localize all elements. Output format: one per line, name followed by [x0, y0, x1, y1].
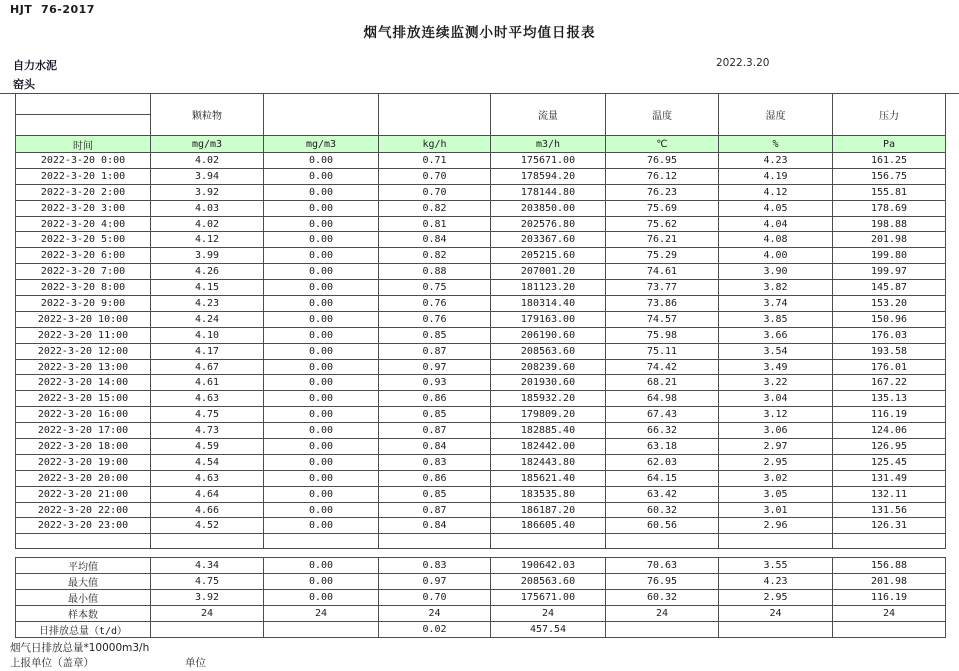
value-cell: 3.49 [719, 359, 833, 375]
row-label-cell: 2022-3-20 2:00 [16, 184, 151, 200]
value-cell: 4.19 [719, 168, 833, 184]
value-cell: 0.85 [379, 486, 491, 502]
value-cell: 76.12 [606, 168, 719, 184]
row-label-cell: 最小值 [16, 590, 151, 606]
value-cell: 0.00 [264, 423, 379, 439]
value-cell: 0.00 [264, 280, 379, 296]
summary-row [16, 574, 946, 590]
value-cell: 4.61 [151, 375, 264, 391]
value-cell: 125.45 [833, 454, 946, 470]
value-cell: 74.42 [606, 359, 719, 375]
value-cell: 0.82 [379, 200, 491, 216]
value-cell: 4.10 [151, 327, 264, 343]
value-cell: 2.97 [719, 439, 833, 455]
value-cell: 4.23 [151, 296, 264, 312]
value-cell: 0.00 [264, 359, 379, 375]
value-cell: 185932.20 [491, 391, 606, 407]
time-header-lower-cell [16, 115, 151, 136]
row-label-cell: 2022-3-20 20:00 [16, 470, 151, 486]
value-cell: 0.00 [264, 375, 379, 391]
value-cell: 206190.60 [491, 327, 606, 343]
row-label-cell: 2022-3-20 15:00 [16, 391, 151, 407]
value-cell: 4.54 [151, 454, 264, 470]
value-cell: 4.66 [151, 502, 264, 518]
value-cell: 70.63 [606, 558, 719, 574]
row-label-cell: 2022-3-20 19:00 [16, 454, 151, 470]
value-cell: 24 [491, 606, 606, 622]
hour-row [16, 280, 946, 296]
value-cell: 198.88 [833, 216, 946, 232]
value-cell: 64.15 [606, 470, 719, 486]
value-cell: 4.00 [719, 248, 833, 264]
spacer-row [16, 534, 946, 549]
value-cell: 201930.60 [491, 375, 606, 391]
row-label-cell: 2022-3-20 23:00 [16, 518, 151, 534]
value-cell: 3.55 [719, 558, 833, 574]
value-cell: 64.98 [606, 391, 719, 407]
hour-row [16, 502, 946, 518]
value-cell: 205215.60 [491, 248, 606, 264]
row-label-cell: 2022-3-20 5:00 [16, 232, 151, 248]
value-cell: 75.69 [606, 200, 719, 216]
value-cell: 457.54 [491, 622, 606, 638]
value-cell: 0.00 [264, 590, 379, 606]
hour-row [16, 248, 946, 264]
value-cell: 0.86 [379, 470, 491, 486]
value-cell: 0.84 [379, 232, 491, 248]
row-label-cell: 2022-3-20 17:00 [16, 423, 151, 439]
hour-row [16, 486, 946, 502]
value-cell: 150.96 [833, 311, 946, 327]
row-label-cell: 2022-3-20 6:00 [16, 248, 151, 264]
time-column-header: 时间 [16, 136, 151, 153]
value-cell: 207001.20 [491, 264, 606, 280]
value-cell: 186187.20 [491, 502, 606, 518]
hour-row [16, 184, 946, 200]
value-cell: 0.00 [264, 200, 379, 216]
hour-row [16, 296, 946, 312]
blank-cell [264, 534, 379, 549]
value-cell: 3.01 [719, 502, 833, 518]
report-title: 烟气排放连续监测小时平均值日报表 [363, 25, 596, 41]
value-cell: 3.82 [719, 280, 833, 296]
unit-mg-m3-1: mg/m3 [151, 136, 264, 153]
value-cell: 0.70 [379, 590, 491, 606]
value-cell: 199.97 [833, 264, 946, 280]
row-label-cell: 2022-3-20 14:00 [16, 375, 151, 391]
value-cell: 3.04 [719, 391, 833, 407]
monitor-point: 窑头 [13, 78, 35, 91]
value-cell: 175671.00 [491, 590, 606, 606]
row-label-cell: 2022-3-20 9:00 [16, 296, 151, 312]
value-cell: 60.32 [606, 502, 719, 518]
summary-row [16, 558, 946, 574]
value-cell: 0.76 [379, 296, 491, 312]
hour-row [16, 407, 946, 423]
value-cell: 0.87 [379, 423, 491, 439]
value-cell: 180314.40 [491, 296, 606, 312]
value-cell: 182885.40 [491, 423, 606, 439]
value-cell: 4.15 [151, 280, 264, 296]
hour-row [16, 359, 946, 375]
unit-label: 单位 [185, 657, 206, 669]
hour-row [16, 327, 946, 343]
value-cell: 3.54 [719, 343, 833, 359]
value-cell: 4.05 [719, 200, 833, 216]
row-label-cell: 2022-3-20 4:00 [16, 216, 151, 232]
value-cell: 4.75 [151, 574, 264, 590]
unit-percent: % [719, 136, 833, 153]
value-cell: 186605.40 [491, 518, 606, 534]
value-cell: 178594.20 [491, 168, 606, 184]
unit-m3-h: m3/h [491, 136, 606, 153]
row-label-cell: 2022-3-20 22:00 [16, 502, 151, 518]
summary-row [16, 606, 946, 622]
value-cell: 208563.60 [491, 574, 606, 590]
value-cell: 3.66 [719, 327, 833, 343]
summary-table [15, 557, 946, 638]
hour-row [16, 470, 946, 486]
value-cell: 167.22 [833, 375, 946, 391]
value-cell: 3.05 [719, 486, 833, 502]
hour-row [16, 343, 946, 359]
value-cell: 75.62 [606, 216, 719, 232]
value-cell: 3.85 [719, 311, 833, 327]
value-cell: 0.87 [379, 343, 491, 359]
value-cell: 179809.20 [491, 407, 606, 423]
value-cell: 161.25 [833, 153, 946, 169]
value-cell: 0.83 [379, 454, 491, 470]
value-cell: 135.13 [833, 391, 946, 407]
value-cell: 0.00 [264, 153, 379, 169]
value-cell: 0.00 [264, 311, 379, 327]
value-cell: 68.21 [606, 375, 719, 391]
value-cell: 126.31 [833, 518, 946, 534]
value-cell: 0.82 [379, 248, 491, 264]
value-cell: 76.23 [606, 184, 719, 200]
value-cell: 4.75 [151, 407, 264, 423]
value-cell: 0.88 [379, 264, 491, 280]
col-group-temperature: 温度 [606, 94, 719, 136]
hour-row [16, 168, 946, 184]
value-cell: 0.84 [379, 439, 491, 455]
row-label-cell: 最大值 [16, 574, 151, 590]
value-cell: 4.12 [719, 184, 833, 200]
value-cell: 76.95 [606, 574, 719, 590]
hour-row [16, 391, 946, 407]
value-cell: 73.77 [606, 280, 719, 296]
value-cell [264, 622, 379, 638]
value-cell: 74.57 [606, 311, 719, 327]
value-cell: 60.32 [606, 590, 719, 606]
value-cell: 24 [719, 606, 833, 622]
daily-total-note: 烟气日排放总量*10000m3/h [10, 642, 150, 654]
value-cell: 4.02 [151, 216, 264, 232]
value-cell: 0.00 [264, 407, 379, 423]
value-cell: 24 [264, 606, 379, 622]
row-label-cell: 2022-3-20 13:00 [16, 359, 151, 375]
value-cell: 24 [606, 606, 719, 622]
value-cell [833, 622, 946, 638]
standard-code: HJT 76-2017 [10, 3, 95, 16]
value-cell: 4.24 [151, 311, 264, 327]
value-cell: 178144.80 [491, 184, 606, 200]
row-label-cell: 2022-3-20 21:00 [16, 486, 151, 502]
value-cell: 176.03 [833, 327, 946, 343]
value-cell: 0.93 [379, 375, 491, 391]
row-label-cell: 2022-3-20 16:00 [16, 407, 151, 423]
value-cell: 0.84 [379, 518, 491, 534]
group-header-row [16, 94, 946, 115]
unit-pa: Pa [833, 136, 946, 153]
value-cell: 0.85 [379, 407, 491, 423]
value-cell: 75.29 [606, 248, 719, 264]
value-cell: 0.00 [264, 296, 379, 312]
value-cell: 183535.80 [491, 486, 606, 502]
hour-row [16, 232, 946, 248]
blank-cell [491, 534, 606, 549]
blank-cell [151, 534, 264, 549]
value-cell: 0.87 [379, 502, 491, 518]
summary-row [16, 590, 946, 606]
reporting-unit-label: 上报单位（盖章） [10, 657, 94, 669]
col-group-particulate: 颗粒物 [151, 94, 264, 136]
value-cell: 0.02 [379, 622, 491, 638]
value-cell: 182442.00 [491, 439, 606, 455]
value-cell: 0.00 [264, 502, 379, 518]
value-cell: 156.88 [833, 558, 946, 574]
measurements-table [15, 93, 946, 549]
row-label-cell: 平均值 [16, 558, 151, 574]
value-cell: 67.43 [606, 407, 719, 423]
blank-cell [379, 534, 491, 549]
value-cell: 0.85 [379, 327, 491, 343]
unit-celsius: ℃ [606, 136, 719, 153]
value-cell: 3.02 [719, 470, 833, 486]
hour-row [16, 153, 946, 169]
value-cell: 63.42 [606, 486, 719, 502]
value-cell: 176.01 [833, 359, 946, 375]
value-cell: 3.06 [719, 423, 833, 439]
value-cell: 4.04 [719, 216, 833, 232]
value-cell: 208563.60 [491, 343, 606, 359]
value-cell: 0.00 [264, 327, 379, 343]
value-cell: 178.69 [833, 200, 946, 216]
value-cell: 202576.80 [491, 216, 606, 232]
value-cell: 3.92 [151, 184, 264, 200]
value-cell: 4.63 [151, 391, 264, 407]
value-cell: 145.87 [833, 280, 946, 296]
value-cell: 4.73 [151, 423, 264, 439]
value-cell: 2.95 [719, 590, 833, 606]
time-header-upper-cell [16, 94, 151, 115]
value-cell: 0.81 [379, 216, 491, 232]
blank-cell [719, 534, 833, 549]
value-cell: 3.22 [719, 375, 833, 391]
value-cell [719, 622, 833, 638]
value-cell: 132.11 [833, 486, 946, 502]
value-cell: 203850.00 [491, 200, 606, 216]
value-cell [151, 622, 264, 638]
unit-mg-m3-2: mg/m3 [264, 136, 379, 153]
report-date: 2022.3.20 [716, 57, 770, 69]
value-cell: 126.95 [833, 439, 946, 455]
value-cell: 24 [151, 606, 264, 622]
row-label-cell: 2022-3-20 1:00 [16, 168, 151, 184]
value-cell: 60.56 [606, 518, 719, 534]
value-cell: 0.00 [264, 216, 379, 232]
value-cell: 2.95 [719, 454, 833, 470]
row-label-cell: 2022-3-20 18:00 [16, 439, 151, 455]
value-cell: 179163.00 [491, 311, 606, 327]
value-cell: 199.80 [833, 248, 946, 264]
value-cell: 181123.20 [491, 280, 606, 296]
hour-row [16, 518, 946, 534]
col-group-pressure: 压力 [833, 94, 946, 136]
row-label-cell: 2022-3-20 0:00 [16, 153, 151, 169]
units-header-row [16, 136, 946, 153]
value-cell: 4.23 [719, 153, 833, 169]
value-cell: 0.00 [264, 168, 379, 184]
value-cell: 0.75 [379, 280, 491, 296]
value-cell: 116.19 [833, 590, 946, 606]
value-cell: 4.67 [151, 359, 264, 375]
value-cell: 0.00 [264, 470, 379, 486]
value-cell: 63.18 [606, 439, 719, 455]
value-cell: 62.03 [606, 454, 719, 470]
value-cell: 131.56 [833, 502, 946, 518]
row-label-cell: 2022-3-20 12:00 [16, 343, 151, 359]
value-cell: 155.81 [833, 184, 946, 200]
col-group-flow: 流量 [491, 94, 606, 136]
value-cell: 0.76 [379, 311, 491, 327]
value-cell: 73.86 [606, 296, 719, 312]
value-cell: 24 [833, 606, 946, 622]
value-cell: 76.21 [606, 232, 719, 248]
col-group-blank-1 [264, 94, 379, 136]
value-cell: 24 [379, 606, 491, 622]
hour-row [16, 439, 946, 455]
value-cell: 4.23 [719, 574, 833, 590]
value-cell: 0.00 [264, 454, 379, 470]
value-cell: 0.00 [264, 391, 379, 407]
value-cell: 0.00 [264, 574, 379, 590]
hour-row [16, 423, 946, 439]
col-group-humidity: 湿度 [719, 94, 833, 136]
value-cell: 4.03 [151, 200, 264, 216]
value-cell: 4.17 [151, 343, 264, 359]
value-cell: 3.12 [719, 407, 833, 423]
value-cell: 131.49 [833, 470, 946, 486]
value-cell: 153.20 [833, 296, 946, 312]
hour-row [16, 311, 946, 327]
value-cell: 3.92 [151, 590, 264, 606]
value-cell: 4.34 [151, 558, 264, 574]
hour-row [16, 454, 946, 470]
row-label-cell: 样本数 [16, 606, 151, 622]
value-cell: 203367.60 [491, 232, 606, 248]
value-cell: 0.00 [264, 518, 379, 534]
blank-cell [606, 534, 719, 549]
col-group-blank-2 [379, 94, 491, 136]
value-cell: 3.99 [151, 248, 264, 264]
value-cell: 190642.03 [491, 558, 606, 574]
value-cell: 185621.40 [491, 470, 606, 486]
value-cell: 4.12 [151, 232, 264, 248]
row-label-cell: 2022-3-20 11:00 [16, 327, 151, 343]
value-cell: 0.70 [379, 184, 491, 200]
value-cell: 4.08 [719, 232, 833, 248]
value-cell: 76.95 [606, 153, 719, 169]
value-cell: 0.00 [264, 248, 379, 264]
value-cell: 75.98 [606, 327, 719, 343]
row-label-cell: 2022-3-20 7:00 [16, 264, 151, 280]
value-cell: 201.98 [833, 574, 946, 590]
value-cell: 0.70 [379, 168, 491, 184]
value-cell: 4.02 [151, 153, 264, 169]
row-label-cell: 2022-3-20 10:00 [16, 311, 151, 327]
value-cell: 208239.60 [491, 359, 606, 375]
hour-row [16, 264, 946, 280]
value-cell [606, 622, 719, 638]
value-cell: 4.26 [151, 264, 264, 280]
value-cell: 0.71 [379, 153, 491, 169]
value-cell: 3.90 [719, 264, 833, 280]
value-cell: 175671.00 [491, 153, 606, 169]
value-cell: 0.86 [379, 391, 491, 407]
company-name: 自力水泥 [13, 59, 57, 72]
row-label-cell: 2022-3-20 8:00 [16, 280, 151, 296]
value-cell: 4.59 [151, 439, 264, 455]
blank-cell [16, 534, 151, 549]
unit-kg-h: kg/h [379, 136, 491, 153]
value-cell: 0.83 [379, 558, 491, 574]
value-cell: 0.00 [264, 343, 379, 359]
value-cell: 2.96 [719, 518, 833, 534]
value-cell: 116.19 [833, 407, 946, 423]
value-cell: 0.00 [264, 439, 379, 455]
value-cell: 3.74 [719, 296, 833, 312]
value-cell: 182443.80 [491, 454, 606, 470]
row-label-cell: 日排放总量（t/d） [16, 622, 151, 638]
value-cell: 0.00 [264, 558, 379, 574]
value-cell: 4.52 [151, 518, 264, 534]
hour-row [16, 200, 946, 216]
value-cell: 4.63 [151, 470, 264, 486]
value-cell: 124.06 [833, 423, 946, 439]
value-cell: 193.58 [833, 343, 946, 359]
value-cell: 3.94 [151, 168, 264, 184]
value-cell: 4.64 [151, 486, 264, 502]
blank-cell [833, 534, 946, 549]
value-cell: 66.32 [606, 423, 719, 439]
hour-row [16, 375, 946, 391]
summary-row [16, 622, 946, 638]
row-label-cell: 2022-3-20 3:00 [16, 200, 151, 216]
value-cell: 0.00 [264, 486, 379, 502]
value-cell: 0.97 [379, 359, 491, 375]
value-cell: 75.11 [606, 343, 719, 359]
value-cell: 0.97 [379, 574, 491, 590]
value-cell: 74.61 [606, 264, 719, 280]
value-cell: 201.98 [833, 232, 946, 248]
value-cell: 0.00 [264, 184, 379, 200]
value-cell: 0.00 [264, 264, 379, 280]
value-cell: 156.75 [833, 168, 946, 184]
value-cell: 0.00 [264, 232, 379, 248]
hour-row [16, 216, 946, 232]
